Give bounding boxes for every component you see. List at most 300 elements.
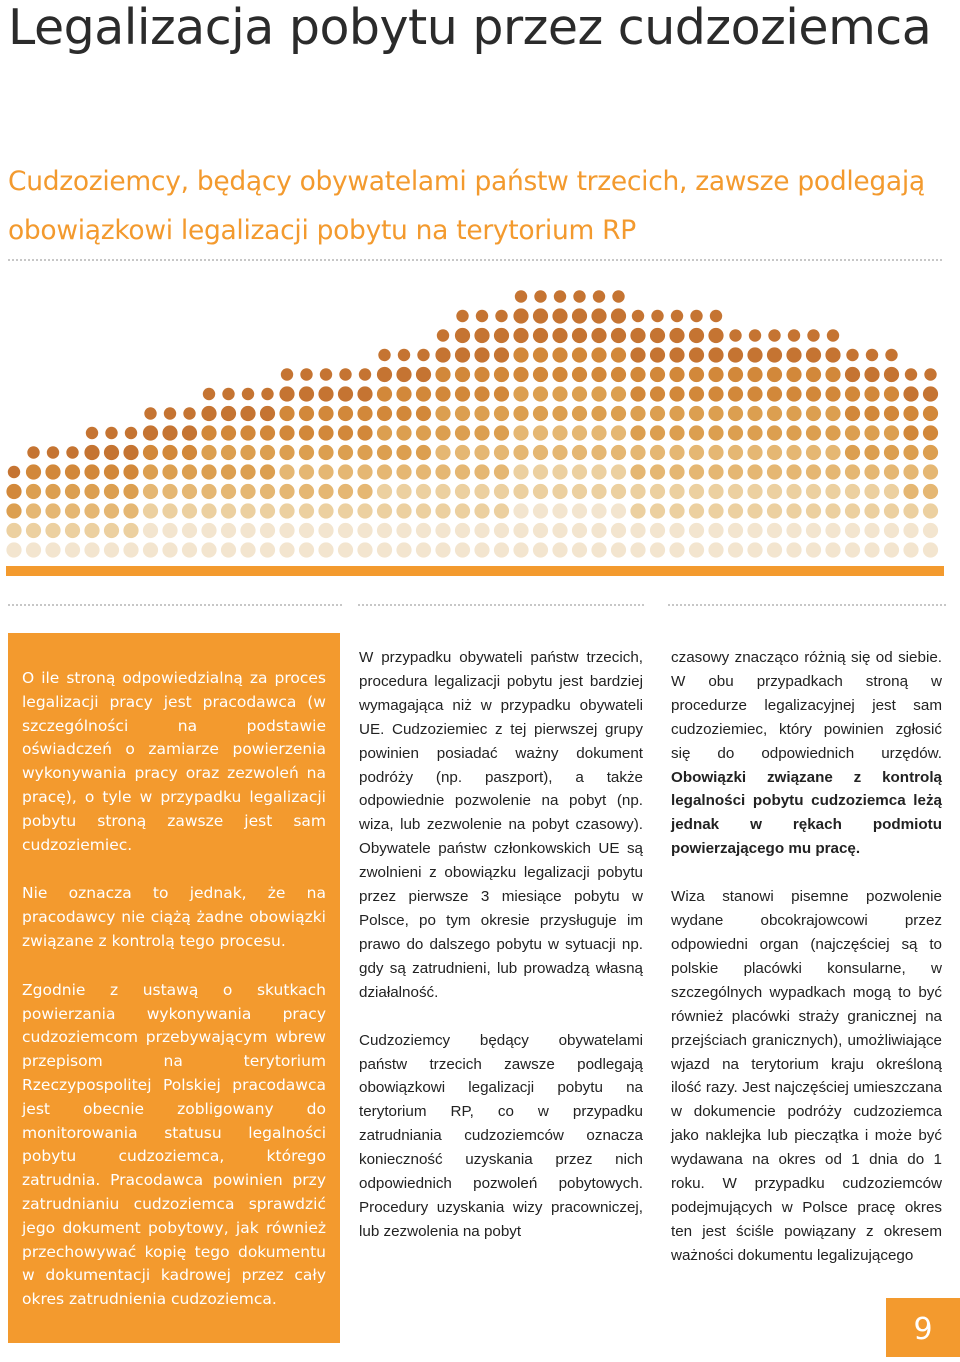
map-dot [240,406,255,421]
map-dot [357,503,372,518]
map-dot [611,328,626,343]
map-dot [903,542,918,557]
map-dot [534,290,546,302]
map-dot [435,367,450,382]
map-dot [299,406,314,421]
map-dot [162,464,177,479]
map-dot [669,523,684,538]
map-dot [669,542,684,557]
map-dot [572,406,587,421]
map-dot [27,446,39,458]
map-dot [84,484,99,499]
map-dot [513,347,528,362]
map-dot [768,329,780,341]
map-dot [474,347,489,362]
map-dot [260,542,275,557]
map-dot [6,503,21,518]
map-dot [689,523,704,538]
map-dot [455,386,470,401]
page-number-badge: 9 [886,1298,960,1357]
map-dot [6,542,21,557]
map-dot [533,425,548,440]
map-dot [26,523,41,538]
map-dot [747,386,762,401]
map-dot [591,367,606,382]
map-dot [474,386,489,401]
map-dot [84,523,99,538]
map-dot [338,484,353,499]
map-dot [650,425,665,440]
map-dot [6,484,21,499]
map-dot [689,328,704,343]
map-dot [455,347,470,362]
map-dot [591,503,606,518]
map-dot [435,347,450,362]
map-dot [806,523,821,538]
map-dot [396,542,411,557]
map-dot [494,386,509,401]
map-dot [513,484,528,499]
map-dot [825,542,840,557]
map-dot [747,425,762,440]
map-dot [864,445,879,460]
map-dot [749,329,761,341]
map-dot [690,310,702,322]
map-dot [279,484,294,499]
map-dot [377,503,392,518]
map-dot [299,542,314,557]
map-dot [86,427,98,439]
map-dot [377,386,392,401]
map-dot [105,427,117,439]
map-dot [318,406,333,421]
map-dot [630,347,645,362]
map-dot [806,425,821,440]
map-dot [201,445,216,460]
map-dot [786,386,801,401]
map-dot [786,542,801,557]
map-dot [84,445,99,460]
map-dot [474,445,489,460]
map-dot [786,367,801,382]
map-dot [299,523,314,538]
map-dot [494,503,509,518]
map-dot [767,367,782,382]
right-paragraph-2: Wiza stanowi pisemne pozwolenie wydane obcokrajowcowi przez odpowiedni organ (najczęściej są to polskie placówki konsularne, w szczególnych wypadkach mogą to być również placówki straży granicznej na przejściach granicznych), umożliwiające wjazd na terytorium kraju określoną ilość razy. Jest najczęściej umieszczana w dokumencie podróży cudzoziemca jako naklejka lub pieczątka i może być wydawana na okres od 1 dnia do 1 roku. W przypadku cudzoziemców podejmujących w Polsce pracę okres ten jest ściśle powiązany z okresem ważności dokumentu legalizującego [671,888,942,1264]
map-dot [221,542,236,557]
map-dot [144,407,156,419]
map-dot [435,503,450,518]
map-dot [182,445,197,460]
map-dot [513,523,528,538]
map-dot [494,425,509,440]
map-dot [630,523,645,538]
map-dot [593,290,605,302]
map-dot [104,523,119,538]
map-dot [279,464,294,479]
map-dot [689,542,704,557]
map-dot [864,523,879,538]
map-dot [689,425,704,440]
map-dot [786,503,801,518]
map-dot [611,347,626,362]
map-dot [338,523,353,538]
map-dot [611,425,626,440]
map-dot [338,464,353,479]
map-dot [201,542,216,557]
map-dot [552,308,567,323]
map-dot [612,290,624,302]
map-dot [591,328,606,343]
dotted-divider-column-2 [358,604,644,606]
map-dot [923,464,938,479]
map-dot [164,407,176,419]
map-dot [338,503,353,518]
map-dot [279,523,294,538]
map-dot [669,464,684,479]
map-dot [182,523,197,538]
map-dot [104,503,119,518]
map-dot [162,445,177,460]
map-dot [728,347,743,362]
map-dot [552,367,567,382]
map-dot [630,464,645,479]
map-dot [689,503,704,518]
map-dot [396,386,411,401]
map-dot [6,523,21,538]
map-dot [708,425,723,440]
map-dot [183,407,195,419]
map-dot [689,347,704,362]
map-dot [552,523,567,538]
map-dot [203,388,215,400]
map-dot [417,349,429,361]
map-dot [318,484,333,499]
map-dot [533,523,548,538]
map-dot [747,542,762,557]
map-dot [885,349,897,361]
map-dot [786,406,801,421]
map-dot [591,484,606,499]
map-dot [708,503,723,518]
map-dot [611,484,626,499]
map-dot [884,445,899,460]
map-dot [533,484,548,499]
map-dot [825,406,840,421]
map-dot [825,464,840,479]
map-dot [299,484,314,499]
map-dot [807,329,819,341]
box-paragraph: O ile stroną odpowiedzialną za proces legalizacji pracy jest pracodawca (w szczególności na podstawie oświadczeń o zamiarze powierzenia wykonywania pracy oraz zezwoleń na pracę), o tyle w przypadku legalizacji pobytu stroną zawsze jest sam cudzoziemiec. [22,669,326,854]
map-dot [66,446,78,458]
map-dot [533,308,548,323]
map-dot [923,386,938,401]
map-dot [377,367,392,382]
map-dot [884,542,899,557]
map-dot [611,308,626,323]
map-dot [825,425,840,440]
map-dot [45,523,60,538]
map-dot [747,347,762,362]
map-dot [299,386,314,401]
map-dot [65,464,80,479]
map-dot [45,464,60,479]
map-dot [513,464,528,479]
map-dot [630,328,645,343]
map-dot [767,484,782,499]
map-dot [903,484,918,499]
map-dot [611,464,626,479]
map-dot [162,542,177,557]
map-dot [825,347,840,362]
map-dot [923,542,938,557]
map-dot [669,484,684,499]
map-dot [45,484,60,499]
map-dot [572,425,587,440]
map-dot [689,464,704,479]
map-dot [435,542,450,557]
map-dot [767,464,782,479]
map-dot [689,406,704,421]
map-dot [611,406,626,421]
map-dot [845,484,860,499]
map-dot [630,386,645,401]
map-dot [240,464,255,479]
map-dot [767,425,782,440]
map-dot [845,386,860,401]
map-dot [143,523,158,538]
map-dot [201,503,216,518]
map-dot [221,503,236,518]
map-dot [708,464,723,479]
dotted-divider-column-3 [668,604,946,606]
map-dot [767,542,782,557]
map-dot [222,388,234,400]
map-dot [905,368,917,380]
map-dot [884,386,899,401]
map-dot [591,308,606,323]
map-dot [396,523,411,538]
map-dot [299,503,314,518]
box-paragraph: Nie oznacza to jednak, że na pracodawcy nie ciążą żadne obowiązki związane z kontrolą tego procesu. [22,884,326,950]
map-dot [728,367,743,382]
map-dot [474,328,489,343]
map-dot [572,503,587,518]
map-dot [806,445,821,460]
map-dot [572,523,587,538]
map-dot [864,406,879,421]
map-dot [221,523,236,538]
map-dot [630,503,645,518]
map-dot [846,349,858,361]
map-dot [825,386,840,401]
map-dot [416,542,431,557]
map-dot [396,445,411,460]
map-dot [474,425,489,440]
map-dot [65,542,80,557]
map-dot [240,425,255,440]
map-dot [786,464,801,479]
map-dot [456,310,468,322]
map-dot [923,425,938,440]
map-dot [923,523,938,538]
map-dot [806,464,821,479]
map-dot [84,464,99,479]
map-dot [396,464,411,479]
map-dot [728,445,743,460]
map-dot [494,328,509,343]
map-dot [435,425,450,440]
map-dot [806,484,821,499]
map-dot [669,347,684,362]
map-dot [806,386,821,401]
map-dot [767,445,782,460]
map-dot [221,406,236,421]
map-dot [494,484,509,499]
map-dot [864,464,879,479]
map-dot [630,406,645,421]
map-dot [669,367,684,382]
map-dot [416,425,431,440]
map-dot [513,542,528,557]
map-dot [552,464,567,479]
map-dot [864,386,879,401]
map-dot [162,523,177,538]
map-dot [767,523,782,538]
map-dot [708,484,723,499]
map-dot [708,328,723,343]
map-dot [708,367,723,382]
map-dot [416,503,431,518]
map-dot [689,445,704,460]
map-dot [786,523,801,538]
map-dot [318,523,333,538]
map-dot [786,484,801,499]
map-dot [552,386,567,401]
map-dot [476,310,488,322]
map-dot [123,445,138,460]
map-dot [182,503,197,518]
map-dot [533,464,548,479]
map-dot [279,542,294,557]
map-dot [533,445,548,460]
map-dot [903,425,918,440]
map-dot [747,484,762,499]
map-dot [435,406,450,421]
map-dot [903,445,918,460]
map-dot [708,542,723,557]
map-dot [884,484,899,499]
map-dot [357,484,372,499]
middle-paragraph-2: Cudzoziemcy będący obywatelami państw trzecich zawsze podlegają obowiązkowi legalizacji pobytu na terytorium RP, co w przypadku zatrudniania cudzoziemców oznacza konieczność uzyskania przez nich odpowiednich pozwoleń pobytowych. Procedury uzyskania wizy pracowniczej, lub zezwolenia na pobyt [359,1031,643,1240]
map-dot [845,503,860,518]
map-dot [357,386,372,401]
map-dot [669,425,684,440]
map-dot [455,542,470,557]
map-dot [884,503,899,518]
map-dot [416,484,431,499]
map-dot [143,503,158,518]
map-dot [611,367,626,382]
map-dot [182,425,197,440]
map-dot [572,328,587,343]
map-dot [182,464,197,479]
map-dot [143,464,158,479]
map-dot [650,464,665,479]
map-dot [611,523,626,538]
map-dot [338,542,353,557]
map-dot [357,425,372,440]
map-dot [435,445,450,460]
map-dot [533,542,548,557]
map-dot [84,503,99,518]
map-dot [513,445,528,460]
map-dot [786,347,801,362]
map-dot [416,367,431,382]
map-dot [494,406,509,421]
map-dot [455,367,470,382]
map-dot [513,367,528,382]
map-dot [377,484,392,499]
map-dot [260,406,275,421]
map-dot [396,503,411,518]
map-dot [845,425,860,440]
map-dot [903,406,918,421]
map-dot [786,425,801,440]
map-dot [806,406,821,421]
map-dot [416,406,431,421]
map-dot [591,542,606,557]
map-dot [494,464,509,479]
map-dot [728,464,743,479]
map-dot [359,368,371,380]
map-dot [728,425,743,440]
map-dot [474,464,489,479]
map-dot [747,464,762,479]
map-dot [552,328,567,343]
map-dot [279,406,294,421]
map-dot [669,386,684,401]
map-dot [240,523,255,538]
map-dot [552,445,567,460]
map-dot [377,425,392,440]
map-dot [299,464,314,479]
map-dot [318,425,333,440]
map-dot [884,464,899,479]
map-dot [747,445,762,460]
map-dot [240,484,255,499]
map-dot [554,290,566,302]
map-dot [143,445,158,460]
map-dot [182,542,197,557]
map-dot [513,308,528,323]
map-dot [398,349,410,361]
map-dot [923,503,938,518]
text-column-middle [359,646,643,1244]
map-dot [806,347,821,362]
map-dot [474,503,489,518]
map-dot [884,406,899,421]
map-dot [221,484,236,499]
map-dot [689,386,704,401]
map-dot [728,386,743,401]
map-dot [495,310,507,322]
map-dot [710,310,722,322]
map-dot [26,503,41,518]
map-dot [572,445,587,460]
map-dot [494,445,509,460]
map-dot [474,484,489,499]
